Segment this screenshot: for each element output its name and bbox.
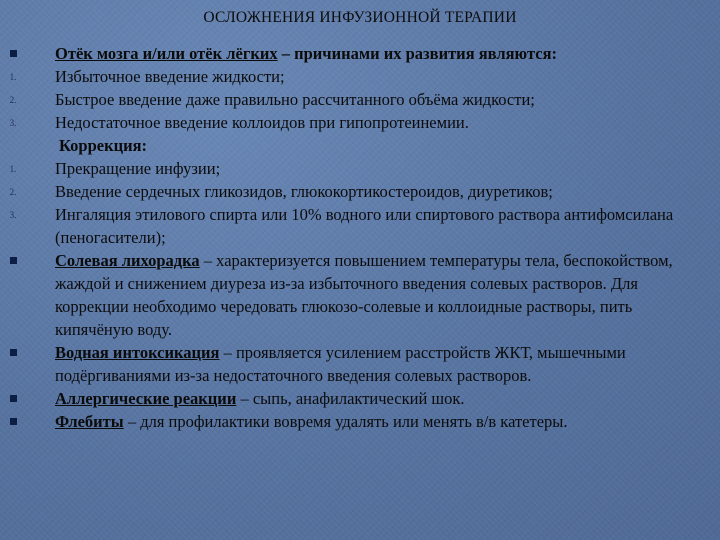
phlebitis-text: – для профилактики вовремя удалять или менять в/в катетеры. (123, 412, 568, 431)
cause-text: Избыточное введение жидкости; (55, 67, 285, 86)
salt-fever-text: – характеризуется повышением температуры тела, беспокойством, жаждой и снижением диуреза из-за избыточного введения солевых растворов. Для коррекции необходимо чередовать глюкозо-солевые и коллоидные растворы, пить кипячёную воду. (55, 251, 673, 339)
square-bullet-icon (6, 341, 20, 365)
water-intox-term: Водная интоксикация (55, 343, 220, 362)
cause-text: Быстрое введение даже правильно рассчитанного объёма жидкости; (55, 90, 535, 109)
correction-heading: Коррекция: (59, 136, 148, 155)
correction-heading-row (0, 134, 720, 157)
square-bullet-icon (6, 387, 20, 411)
cause-item (0, 88, 720, 111)
cause-text: Недостаточное введение коллоидов при гипопротеинемии. (55, 113, 469, 132)
bullet-edema (0, 42, 720, 65)
water-intox-text: – проявляется усилением расстройств ЖКТ, мышечными подёргиваниями из-за недостаточного введения солевых растворов. (55, 343, 626, 385)
correction-text: Введение сердечных гликозидов, глюкокортикостероидов, диуретиков; (55, 182, 553, 201)
cause-item (0, 111, 720, 134)
allergic-text: – сыпь, анафилактический шок. (236, 389, 465, 408)
phlebitis-term: Флебиты (55, 412, 124, 431)
edema-heading-rest: – причинами их развития являются: (277, 44, 557, 63)
cause-item (0, 65, 720, 88)
slide-content (0, 42, 720, 433)
correction-item (0, 203, 720, 249)
correction-item (0, 180, 720, 203)
cause-number: 3. (9, 118, 17, 128)
cause-number: 1. (9, 72, 17, 82)
edema-heading: Отёк мозга и/или отёк лёгких (55, 44, 278, 63)
bullet-phlebitis (0, 410, 720, 433)
correction-text: Ингаляция этилового спирта или 10% водного или спиртового раствора антифомсилана (пеногасители); (55, 205, 674, 247)
bullet-water-intoxication (0, 341, 720, 387)
slide-title: ОСЛОЖНЕНИЯ ИНФУЗИОННОЙ ТЕРАПИИ (203, 9, 517, 26)
salt-fever-term: Солевая лихорадка (55, 251, 200, 270)
correction-item (0, 157, 720, 180)
bullet-allergic (0, 387, 720, 410)
correction-text: Прекращение инфузии; (55, 159, 221, 178)
correction-number: 1. (9, 164, 17, 174)
bullet-salt-fever (0, 249, 720, 341)
square-bullet-icon (6, 410, 20, 434)
correction-number: 2. (9, 187, 17, 197)
allergic-term: Аллергические реакции (55, 389, 237, 408)
square-bullet-icon (6, 249, 20, 273)
cause-number: 2. (9, 95, 17, 105)
square-bullet-icon (6, 42, 20, 66)
correction-number: 3. (9, 210, 17, 220)
